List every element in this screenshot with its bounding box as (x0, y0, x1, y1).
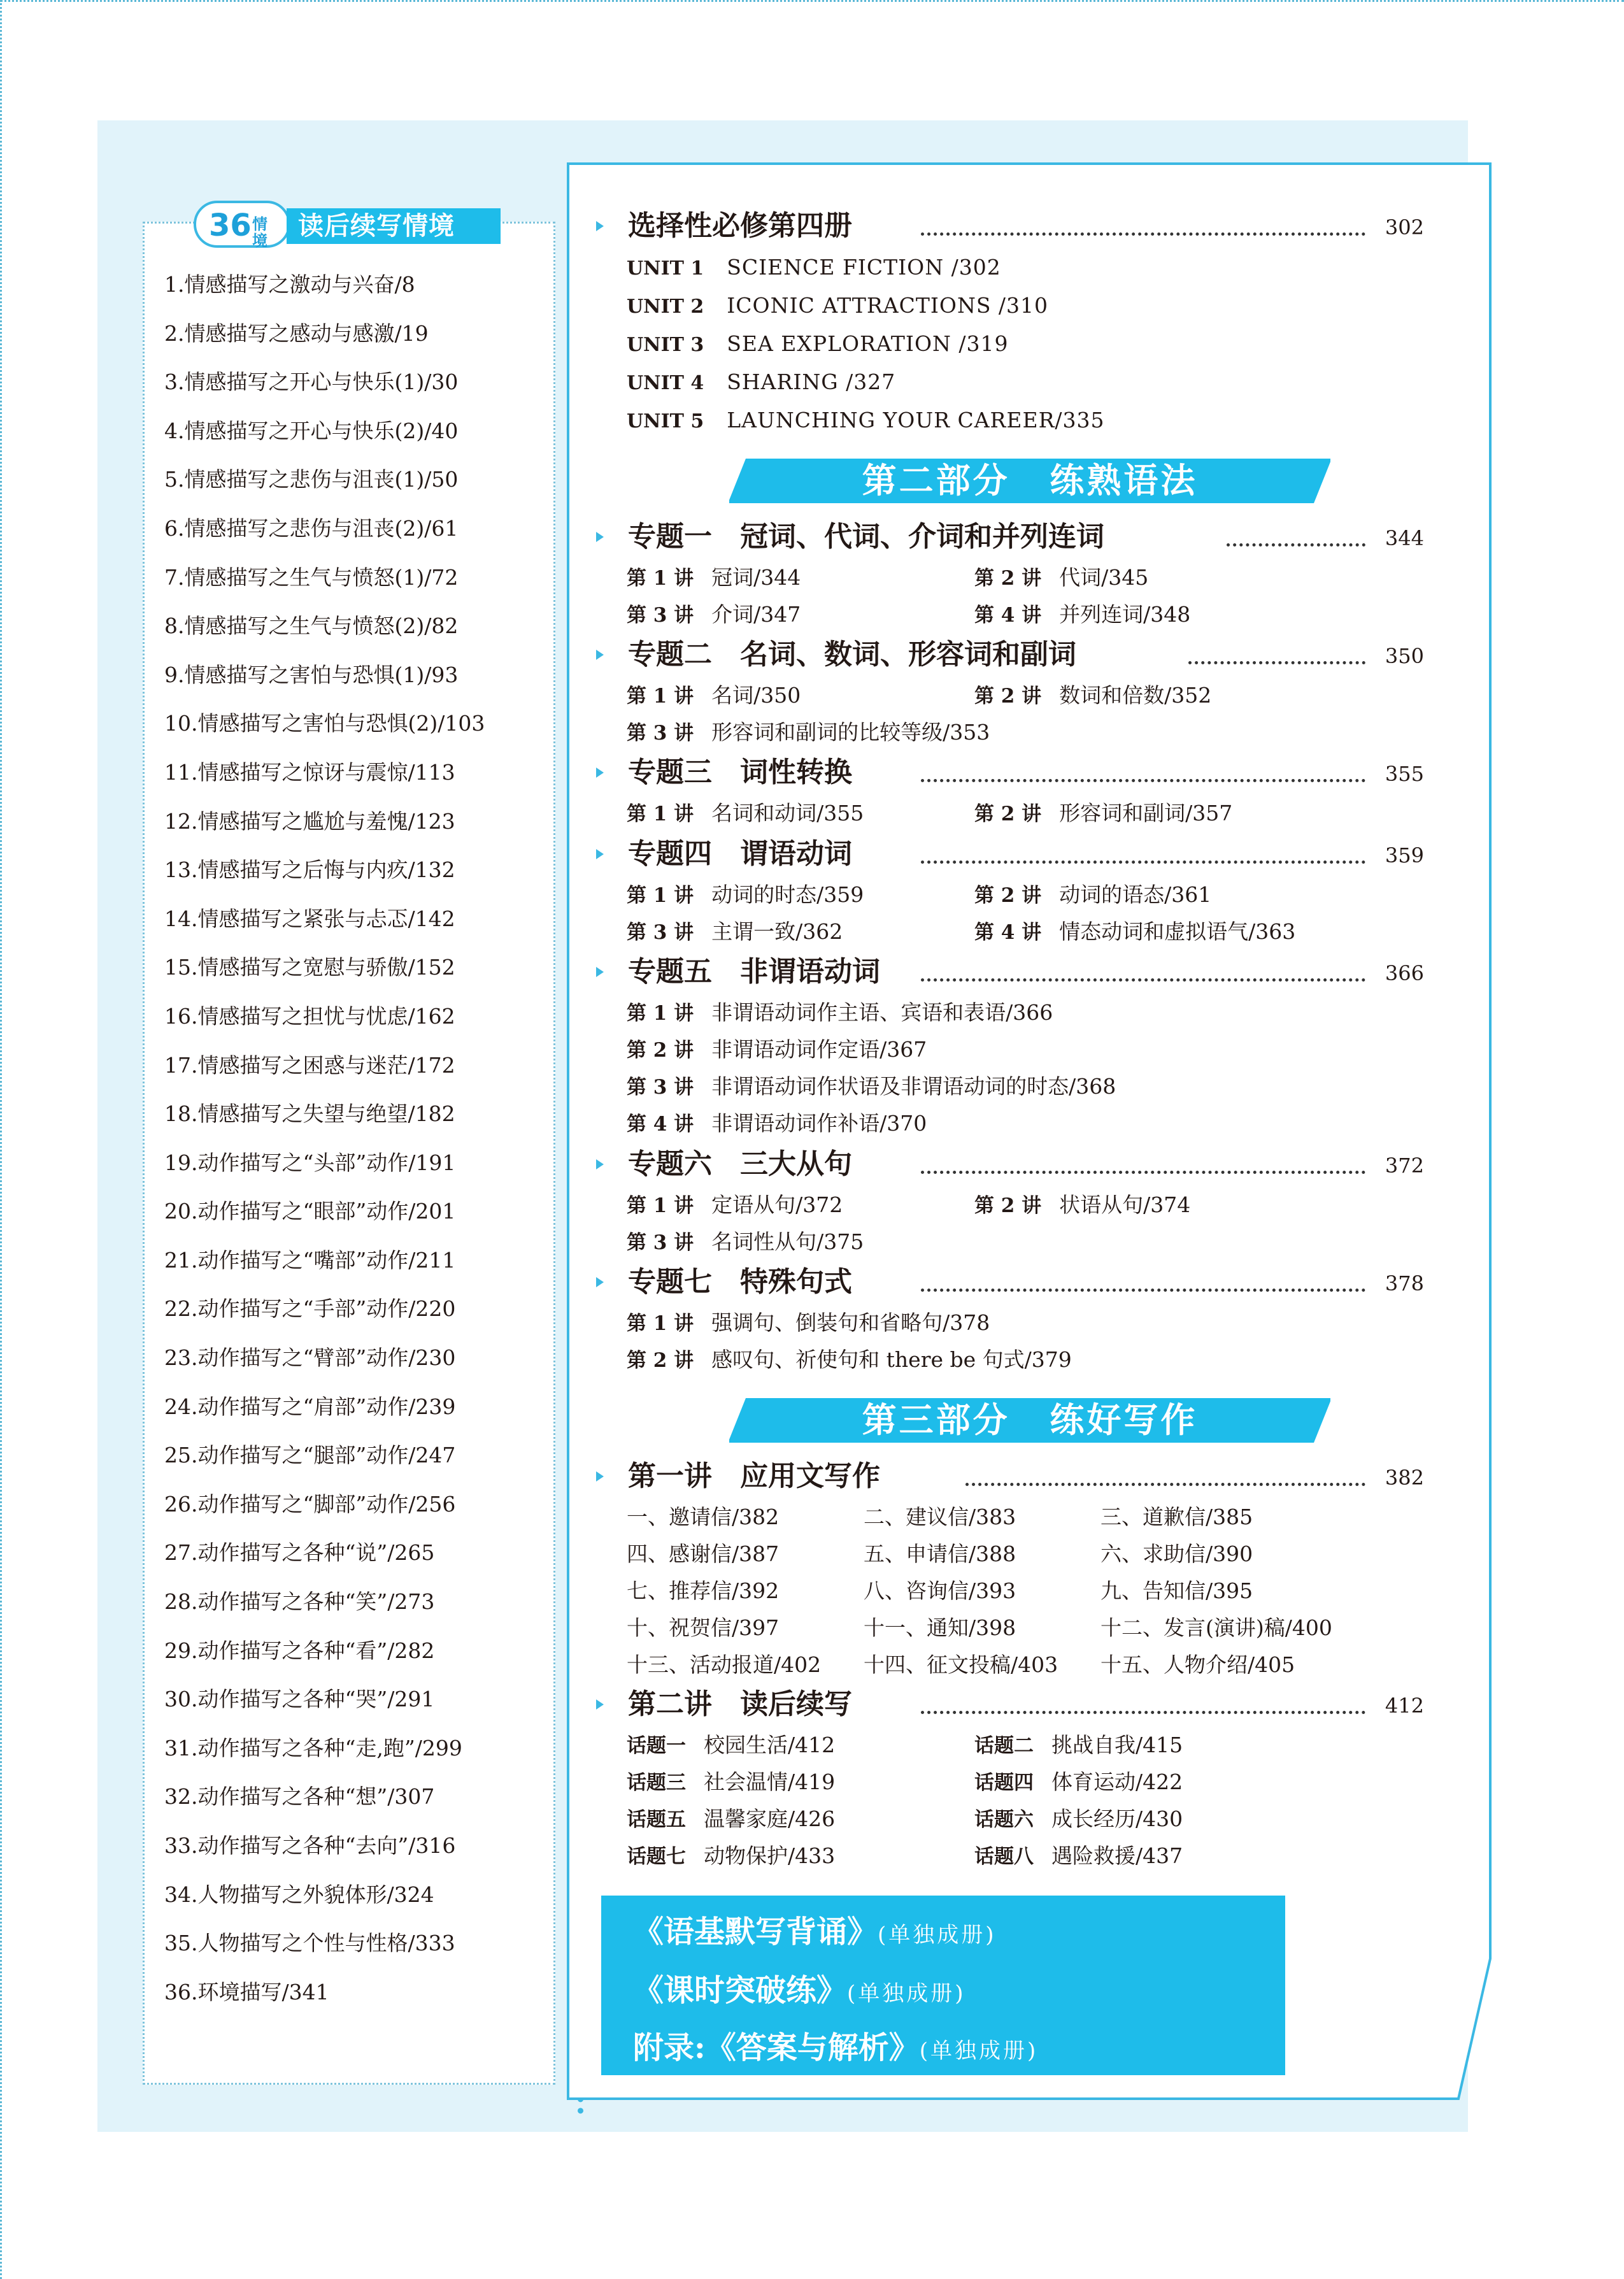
topic-entry[interactable] (974, 1731, 1183, 1760)
bullet-triangle-icon (596, 967, 604, 977)
part2-banner (729, 459, 1330, 503)
section-title: 专题一 冠词、代词、介词和并列连词 (628, 520, 1104, 553)
scenario-item[interactable]: 24.动作描写之“肩部”动作/239 (164, 1394, 456, 1419)
lecture-entry[interactable] (627, 999, 1053, 1027)
section-heading[interactable] (596, 1687, 1424, 1725)
scenario-item[interactable]: 14.情感描写之紧张与忐忑/142 (164, 906, 455, 931)
left-scenario-list (164, 271, 553, 2027)
entry-text: 三、道歉信/385 (1100, 1504, 1253, 1529)
entry-text: 非谓语动词作补语/370 (711, 1111, 927, 1136)
appendix-line[interactable]: 附录:《答案与解析》(单独成册) (633, 2030, 1039, 2066)
entry-text: 数词和倍数/352 (1059, 683, 1212, 708)
entry-label: 第 1 讲 (627, 803, 694, 825)
entry-text: 名词/350 (711, 683, 801, 708)
entry-label: 第 4 讲 (627, 1113, 694, 1136)
section-page: 350 (1385, 644, 1424, 668)
scenario-item[interactable]: 1.情感描写之激动与兴奋/8 (164, 272, 415, 297)
section-heading[interactable] (596, 954, 1424, 992)
entry-text: 五、申请信/388 (864, 1541, 1016, 1566)
entry-text: 状语从句/374 (1059, 1192, 1191, 1217)
badge-unit: 情境 (252, 215, 267, 250)
bullet-triangle-icon (596, 1159, 604, 1169)
bullet-triangle-icon (596, 849, 604, 859)
lecture-entry[interactable] (627, 1110, 927, 1138)
scenario-item[interactable]: 17.情感描写之困惑与迷茫/172 (164, 1052, 455, 1078)
entry-text: 情态动词和虚拟语气/363 (1059, 919, 1296, 944)
entry-label: 话题四 (974, 1771, 1034, 1794)
entry-label: 第 4 讲 (974, 921, 1042, 944)
section-heading[interactable] (596, 836, 1424, 875)
lecture-entry[interactable] (974, 601, 1190, 629)
entry-text: 温馨家庭/426 (704, 1806, 836, 1831)
entry-label: 第 2 讲 (974, 1194, 1042, 1217)
scenario-item[interactable]: 22.动作描写之“手部”动作/220 (164, 1296, 456, 1322)
unit-title: ICONIC ATTRACTIONS /310 (727, 293, 1049, 318)
entry-text: 主谓一致/362 (711, 919, 843, 944)
entry-label: 第 4 讲 (974, 604, 1042, 627)
unit-entry[interactable] (627, 254, 1001, 283)
entry-label: 第 1 讲 (627, 1194, 694, 1217)
entry-text: 代词/345 (1059, 565, 1149, 590)
entry-label: 话题三 (627, 1771, 686, 1794)
entry-text: 强调句、倒装句和省略句/378 (711, 1310, 990, 1335)
topic-entry[interactable] (974, 1805, 1183, 1834)
lecture-entry[interactable] (974, 799, 1232, 828)
lecture-entry[interactable] (974, 1191, 1190, 1220)
section-heading[interactable] (596, 208, 1424, 246)
bullet-triangle-icon (596, 768, 604, 778)
scenario-item[interactable]: 15.情感描写之宽慰与骄傲/152 (164, 955, 455, 980)
section-page: 412 (1385, 1694, 1424, 1718)
scenario-item[interactable]: 6.情感描写之悲伤与沮丧(2)/61 (164, 515, 459, 541)
entry-text: 八、咨询信/393 (864, 1578, 1016, 1603)
section-page: 344 (1385, 526, 1424, 550)
entry-label: 话题八 (974, 1845, 1034, 1868)
entry-label: 第 2 讲 (974, 685, 1042, 708)
entry-text: 动物保护/433 (704, 1843, 836, 1868)
entry-text: 校园生活/412 (704, 1732, 836, 1757)
scenario-item[interactable]: 19.动作描写之“头部”动作/191 (164, 1150, 456, 1175)
section-heading[interactable] (596, 519, 1424, 557)
entry-label: 第 1 讲 (627, 884, 694, 907)
section-page: 378 (1385, 1271, 1424, 1296)
scenario-item[interactable]: 21.动作描写之“嘴部”动作/211 (164, 1247, 456, 1273)
letter-type-entry[interactable] (1100, 1614, 1332, 1642)
scenario-item[interactable]: 30.动作描写之各种“哭”/291 (164, 1687, 435, 1712)
entry-label: 第 2 讲 (627, 1039, 694, 1062)
entry-text: 挑战自我/415 (1051, 1732, 1183, 1757)
entry-text: 社会温情/419 (704, 1769, 836, 1794)
topic-entry[interactable] (627, 1731, 835, 1760)
entry-label: 第 1 讲 (627, 1002, 694, 1025)
letter-type-entry[interactable] (864, 1614, 1016, 1642)
unit-label: UNIT 3 (627, 334, 704, 356)
unit-label: UNIT 4 (627, 372, 704, 394)
entry-text: 二、建议信/383 (864, 1504, 1016, 1529)
section-page: 366 (1385, 961, 1424, 985)
appendix-line[interactable]: 《语基默写背诵》(单独成册) (633, 1914, 997, 1950)
entry-label: 第 3 讲 (627, 1231, 694, 1254)
topic-entry[interactable] (627, 1768, 835, 1797)
entry-label: 第 2 讲 (627, 1349, 694, 1372)
scenario-item[interactable]: 34.人物描写之外貌体形/324 (164, 1882, 434, 1907)
dot-leader (1227, 543, 1365, 547)
section-heading[interactable] (596, 1264, 1424, 1303)
letter-type-entry[interactable] (627, 1540, 779, 1568)
letter-type-entry[interactable] (864, 1503, 1016, 1531)
entry-label: 话题七 (627, 1845, 686, 1868)
entry-label: 第 3 讲 (627, 1076, 694, 1099)
part3-banner (729, 1398, 1330, 1443)
dot-leader (921, 978, 1365, 982)
entry-label: 第 3 讲 (627, 722, 694, 745)
page-border-left (0, 0, 2, 2279)
unit-label: UNIT 5 (627, 410, 704, 432)
section-title: 第一讲 应用文写作 (628, 1460, 880, 1492)
topic-entry[interactable] (627, 1842, 835, 1871)
bullet-triangle-icon (596, 221, 604, 231)
count-badge (194, 201, 290, 248)
section-heading[interactable] (596, 637, 1424, 675)
section-title: 专题二 名词、数词、形容词和副词 (628, 638, 1076, 671)
lecture-entry[interactable] (974, 881, 1211, 910)
entry-text: 冠词/344 (711, 565, 801, 590)
letter-type-entry[interactable] (864, 1577, 1016, 1605)
bullet-triangle-icon (596, 532, 604, 542)
letter-type-entry[interactable] (627, 1577, 779, 1605)
banner-title: 第三部分 练好写作 (862, 1400, 1198, 1440)
entry-text: 六、求助信/390 (1100, 1541, 1253, 1566)
entry-text: 并列连词/348 (1059, 602, 1191, 627)
scenario-item[interactable]: 32.动作描写之各种“想”/307 (164, 1784, 435, 1810)
scenario-item[interactable]: 29.动作描写之各种“看”/282 (164, 1638, 435, 1663)
lecture-entry[interactable] (627, 1036, 927, 1064)
dot-leader (921, 861, 1365, 864)
entry-text: 四、感谢信/387 (627, 1541, 780, 1566)
entry-text: 成长经历/430 (1051, 1806, 1183, 1831)
entry-text: 感叹句、祈使句和 there be 句式/379 (711, 1347, 1072, 1372)
letter-type-entry[interactable] (627, 1651, 821, 1679)
scenario-item[interactable]: 28.动作描写之各种“笑”/273 (164, 1589, 435, 1615)
letter-type-entry[interactable] (1100, 1540, 1253, 1568)
entry-text: 九、告知信/395 (1100, 1578, 1253, 1603)
entry-label: 话题二 (974, 1734, 1034, 1757)
lecture-entry[interactable] (627, 1191, 843, 1220)
section-title: 专题五 非谓语动词 (628, 955, 880, 988)
scenario-item[interactable]: 12.情感描写之尴尬与羞愧/123 (164, 808, 455, 834)
entry-label: 第 1 讲 (627, 567, 694, 590)
section-page: 372 (1385, 1154, 1424, 1178)
entry-label: 话题五 (627, 1808, 686, 1831)
lecture-entry[interactable] (627, 601, 801, 629)
dot-leader (921, 779, 1365, 782)
entry-text: 名词和动词/355 (711, 801, 864, 825)
section-page: 359 (1385, 843, 1424, 868)
entry-text: 名词性从句/375 (711, 1229, 864, 1254)
unit-title: SCIENCE FICTION /302 (727, 255, 1001, 280)
bullet-triangle-icon (596, 1277, 604, 1287)
unit-title: LAUNCHING YOUR CAREER/335 (727, 408, 1105, 432)
entry-label: 话题一 (627, 1734, 686, 1757)
lecture-entry[interactable] (627, 564, 801, 592)
lecture-entry[interactable] (627, 1228, 864, 1257)
badge-number: 36 (209, 208, 252, 243)
entry-label: 第 2 讲 (974, 884, 1042, 907)
section-page: 302 (1385, 215, 1424, 239)
section-heading[interactable] (596, 755, 1424, 793)
topic-entry[interactable] (974, 1842, 1183, 1871)
letter-type-entry[interactable] (1100, 1651, 1295, 1679)
scenario-item[interactable]: 25.动作描写之“腿部”动作/247 (164, 1443, 456, 1468)
entry-text: 形容词和副词的比较等级/353 (711, 720, 990, 745)
banner-title: 第二部分 练熟语法 (862, 461, 1198, 501)
page-border-top (0, 0, 1624, 2)
entry-label: 第 1 讲 (627, 685, 694, 708)
entry-label: 第 2 讲 (974, 567, 1042, 590)
unit-label: UNIT 1 (627, 257, 704, 280)
letter-type-entry[interactable] (1100, 1503, 1253, 1531)
lecture-entry[interactable] (627, 718, 990, 747)
dot-leader (921, 1289, 1365, 1292)
section-page: 355 (1385, 762, 1424, 786)
topic-entry[interactable] (627, 1805, 835, 1834)
scenario-item[interactable]: 7.情感描写之生气与愤怒(1)/72 (164, 564, 459, 590)
scenario-item[interactable]: 13.情感描写之后悔与内疚/132 (164, 857, 455, 883)
entry-text: 十二、发言(演讲)稿/400 (1100, 1615, 1332, 1640)
unit-entry[interactable] (627, 330, 1008, 359)
topic-entry[interactable] (974, 1768, 1183, 1797)
lecture-entry[interactable] (974, 918, 1295, 947)
lecture-entry[interactable] (627, 1309, 990, 1338)
entry-text: 十三、活动报道/402 (627, 1652, 822, 1677)
entry-text: 体育运动/422 (1051, 1769, 1183, 1794)
entry-text: 非谓语动词作状语及非谓语动词的时态/368 (711, 1074, 1116, 1099)
unit-entry[interactable] (627, 406, 1105, 436)
lecture-entry[interactable] (627, 881, 864, 910)
entry-label: 第 1 讲 (627, 1312, 694, 1335)
entry-text: 非谓语动词作定语/367 (711, 1037, 927, 1062)
letter-type-entry[interactable] (627, 1503, 779, 1531)
entry-label: 第 2 讲 (974, 803, 1042, 825)
dot-leader (921, 232, 1365, 236)
entry-text: 动词的语态/361 (1059, 882, 1212, 907)
scenario-item[interactable]: 4.情感描写之开心与快乐(2)/40 (164, 418, 459, 443)
entry-text: 七、推荐信/392 (627, 1578, 780, 1603)
entry-text: 形容词和副词/357 (1059, 801, 1233, 825)
entry-text: 动词的时态/359 (711, 882, 864, 907)
section-page: 382 (1385, 1466, 1424, 1490)
section-heading[interactable] (596, 1147, 1424, 1185)
scenario-item[interactable]: 9.情感描写之害怕与恐惧(1)/93 (164, 662, 459, 687)
lecture-entry[interactable] (627, 799, 864, 828)
scenario-item[interactable]: 26.动作描写之“脚部”动作/256 (164, 1491, 456, 1517)
entry-text: 介词/347 (711, 602, 801, 627)
letter-type-entry[interactable] (1100, 1577, 1253, 1605)
scenario-item[interactable]: 36.环境描写/341 (164, 1979, 329, 2004)
dot-leader (1188, 661, 1365, 664)
entry-text: 十五、人物介绍/405 (1100, 1652, 1295, 1677)
scenario-item[interactable]: 16.情感描写之担忧与忧虑/162 (164, 1003, 455, 1029)
unit-entry[interactable] (627, 368, 895, 397)
section-title: 第二讲 读后续写 (628, 1688, 852, 1720)
entry-label: 第 3 讲 (627, 921, 694, 944)
lecture-entry[interactable] (627, 1346, 1072, 1375)
lecture-entry[interactable] (627, 1073, 1116, 1101)
section-title: 专题七 特殊句式 (628, 1266, 852, 1298)
unit-title: SEA EXPLORATION /319 (727, 331, 1009, 356)
section-heading[interactable] (596, 1459, 1424, 1497)
scenario-item[interactable]: 35.人物描写之个性与性格/333 (164, 1931, 455, 1956)
scenario-item[interactable]: 10.情感描写之害怕与恐惧(2)/103 (164, 711, 485, 736)
dot-leader (965, 1483, 1365, 1486)
entry-text: 十一、通知/398 (864, 1615, 1016, 1640)
entry-text: 遇险救援/437 (1051, 1843, 1183, 1868)
scenario-item[interactable]: 11.情感描写之惊讶与震惊/113 (164, 759, 455, 785)
scenario-item[interactable]: 33.动作描写之各种“去向”/316 (164, 1833, 456, 1858)
letter-type-entry[interactable] (864, 1651, 1058, 1679)
unit-label: UNIT 2 (627, 296, 704, 318)
lecture-entry[interactable] (974, 682, 1211, 710)
entry-text: 一、邀请信/382 (627, 1504, 780, 1529)
scenario-item[interactable]: 8.情感描写之生气与愤怒(2)/82 (164, 613, 459, 639)
unit-entry[interactable] (627, 292, 1048, 321)
bullet-triangle-icon (596, 1699, 604, 1710)
entry-text: 十、祝贺信/397 (627, 1615, 780, 1640)
scenario-item[interactable]: 2.情感描写之感动与感激/19 (164, 320, 429, 346)
lecture-entry[interactable] (627, 682, 801, 710)
letter-type-entry[interactable] (627, 1614, 779, 1642)
appendix-box (601, 1896, 1285, 2075)
bullet-triangle-icon (596, 650, 604, 660)
entry-text: 定语从句/372 (711, 1192, 843, 1217)
entry-text: 十四、征文投稿/403 (864, 1652, 1058, 1677)
dot-leader (921, 1171, 1365, 1174)
letter-type-entry[interactable] (864, 1540, 1016, 1568)
entry-label: 话题六 (974, 1808, 1034, 1831)
lecture-entry[interactable] (974, 564, 1148, 592)
scenario-item[interactable]: 18.情感描写之失望与绝望/182 (164, 1101, 455, 1127)
section-title: 专题六 三大从句 (628, 1148, 852, 1180)
left-section-title: 读后续写情境 (287, 208, 501, 244)
scenario-item[interactable]: 20.动作描写之“眼部”动作/201 (164, 1199, 456, 1224)
scenario-item[interactable]: 27.动作描写之各种“说”/265 (164, 1540, 435, 1566)
scenario-item[interactable]: 5.情感描写之悲伤与沮丧(1)/50 (164, 467, 459, 492)
bullet-triangle-icon (596, 1471, 604, 1482)
entry-text: 非谓语动词作主语、宾语和表语/366 (711, 1000, 1053, 1025)
unit-title: SHARING /327 (727, 369, 896, 394)
section-title: 选择性必修第四册 (628, 210, 852, 242)
scenario-item[interactable]: 31.动作描写之各种“走,跑”/299 (164, 1735, 462, 1761)
appendix-line[interactable]: 《课时突破练》(单独成册) (633, 1973, 966, 2008)
scenario-item[interactable]: 23.动作描写之“臂部”动作/230 (164, 1345, 456, 1371)
section-title: 专题四 谓语动词 (628, 838, 852, 870)
section-title: 专题三 词性转换 (628, 756, 852, 789)
lecture-entry[interactable] (627, 918, 843, 947)
entry-label: 第 3 讲 (627, 604, 694, 627)
dot-leader (921, 1711, 1365, 1714)
scenario-item[interactable]: 3.情感描写之开心与快乐(1)/30 (164, 369, 459, 395)
